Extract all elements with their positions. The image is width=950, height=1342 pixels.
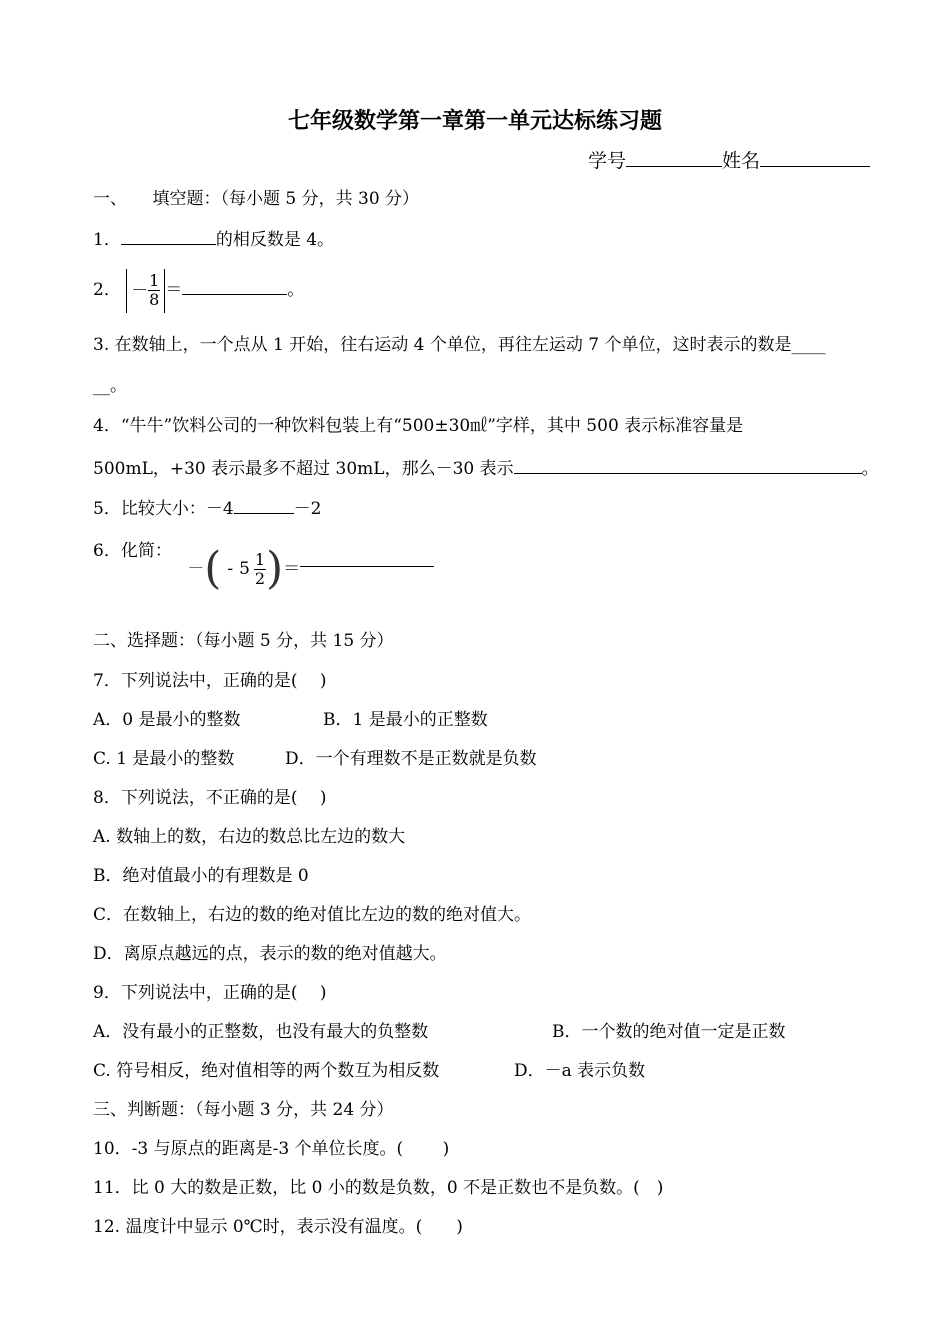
- question-6-label: 6．化简：: [93, 541, 172, 561]
- q6-whole: 5: [239, 559, 250, 579]
- q6-fraction: [254, 551, 266, 588]
- q2-minus-sign: －: [131, 280, 149, 301]
- question-1-blank[interactable]: [121, 227, 216, 245]
- question-8-stem: 8．下列说法，不正确的是( ): [93, 788, 327, 808]
- q2-fraction: [148, 272, 160, 309]
- question-4-line-2: [93, 456, 879, 480]
- q6-right-paren: ): [265, 543, 284, 594]
- question-10: 10．-3 与原点的距离是-3 个单位长度。( ): [93, 1139, 450, 1159]
- question-5-right: －2: [293, 499, 322, 519]
- question-5: [93, 496, 321, 520]
- question-9-option-a: A．没有最小的正整数，也没有最大的负整数: [93, 1022, 429, 1042]
- question-7-option-c: C. 1 是最小的整数: [93, 749, 235, 769]
- page-title: 七年级数学第一章第一单元达标练习题: [287, 109, 662, 134]
- question-1: [93, 227, 334, 251]
- section-fill-heading: 一、 填空题：（每小题 5 分，共 30 分）: [93, 189, 420, 209]
- q6-numerator: 1: [254, 549, 266, 569]
- student-id-blank[interactable]: [626, 149, 722, 167]
- question-5-blank[interactable]: [234, 496, 294, 514]
- absolute-value-expression: [126, 269, 165, 313]
- question-3-line-1: 3. 在数轴上，一个点从 1 开始，往右运动 4 个单位，再往左运动 7 个单位，这时表示的数是____: [93, 335, 826, 355]
- question-7-option-d: D．一个有理数不是正数就是负数: [285, 749, 537, 769]
- question-1-text: 的相反数是 4。: [215, 230, 335, 250]
- q6-denominator: 2: [254, 568, 266, 588]
- question-4-line-1: 4．“牛牛”饮料公司的一种饮料包装上有“500±30㎖”字样，其中 500 表示标准容量是: [93, 416, 744, 436]
- question-4-end: 。: [861, 459, 879, 479]
- student-id-label: 学号: [587, 150, 626, 172]
- question-8-option-c: C．在数轴上，右边的数的绝对值比左边的数的绝对值大。: [93, 905, 532, 925]
- question-6-blank[interactable]: [300, 552, 434, 567]
- student-info: [588, 146, 870, 173]
- question-8-option-d: D．离原点越远的点，表示的数的绝对值越大。: [93, 944, 447, 964]
- question-12: 12. 温度计中显示 0℃时，表示没有温度。( ): [93, 1217, 463, 1237]
- q2-denominator: 8: [149, 290, 160, 309]
- student-name-label: 姓名: [721, 150, 760, 172]
- question-6: [93, 540, 434, 600]
- question-2-number: 2．: [93, 280, 121, 300]
- question-9-stem: 9．下列说法中，正确的是( ): [93, 983, 327, 1003]
- q6-outer-minus: －: [187, 559, 205, 579]
- question-11: 11．比 0 大的数是正数，比 0 小的数是负数，0 不是正数也不是负数。( ): [93, 1178, 664, 1198]
- question-7-option-b: B．1 是最小的正整数: [323, 710, 488, 730]
- q6-equals: ＝: [283, 559, 301, 579]
- question-3-line-2: __。: [93, 376, 127, 396]
- question-8-option-a: A. 数轴上的数，右边的数总比左边的数大: [93, 827, 406, 847]
- q2-equals: ＝: [165, 280, 183, 300]
- section-judge-heading: 三、判断题：（每小题 3 分，共 24 分）: [93, 1100, 394, 1120]
- q6-inner-minus: -: [227, 559, 234, 579]
- student-name-blank[interactable]: [760, 149, 870, 167]
- question-4-blank[interactable]: [514, 456, 862, 474]
- question-4-text: 500mL，+30 表示最多不超过 30mL，那么－30 表示: [93, 459, 514, 479]
- question-9-option-b: B．一个数的绝对值一定是正数: [552, 1022, 786, 1042]
- question-2: [93, 268, 304, 312]
- q6-expression: [187, 540, 434, 598]
- question-7-stem: 7．下列说法中，正确的是( ): [93, 671, 327, 691]
- question-8-option-b: B．绝对值最小的有理数是 0: [93, 866, 309, 886]
- question-2-blank[interactable]: [182, 277, 287, 295]
- question-9-option-d: D．－a 表示负数: [514, 1061, 646, 1081]
- question-5-left: 5．比较大小：－4: [93, 499, 234, 519]
- question-7-option-a: A．0 是最小的整数: [93, 710, 241, 730]
- q2-end: 。: [287, 280, 305, 300]
- section-choice-heading: 二、选择题：（每小题 5 分，共 15 分）: [93, 631, 394, 651]
- q6-left-paren: (: [204, 543, 222, 594]
- q2-numerator: 1: [149, 271, 160, 290]
- question-1-number: 1．: [93, 230, 121, 250]
- question-9-option-c: C. 符号相反，绝对值相等的两个数互为相反数: [93, 1061, 440, 1081]
